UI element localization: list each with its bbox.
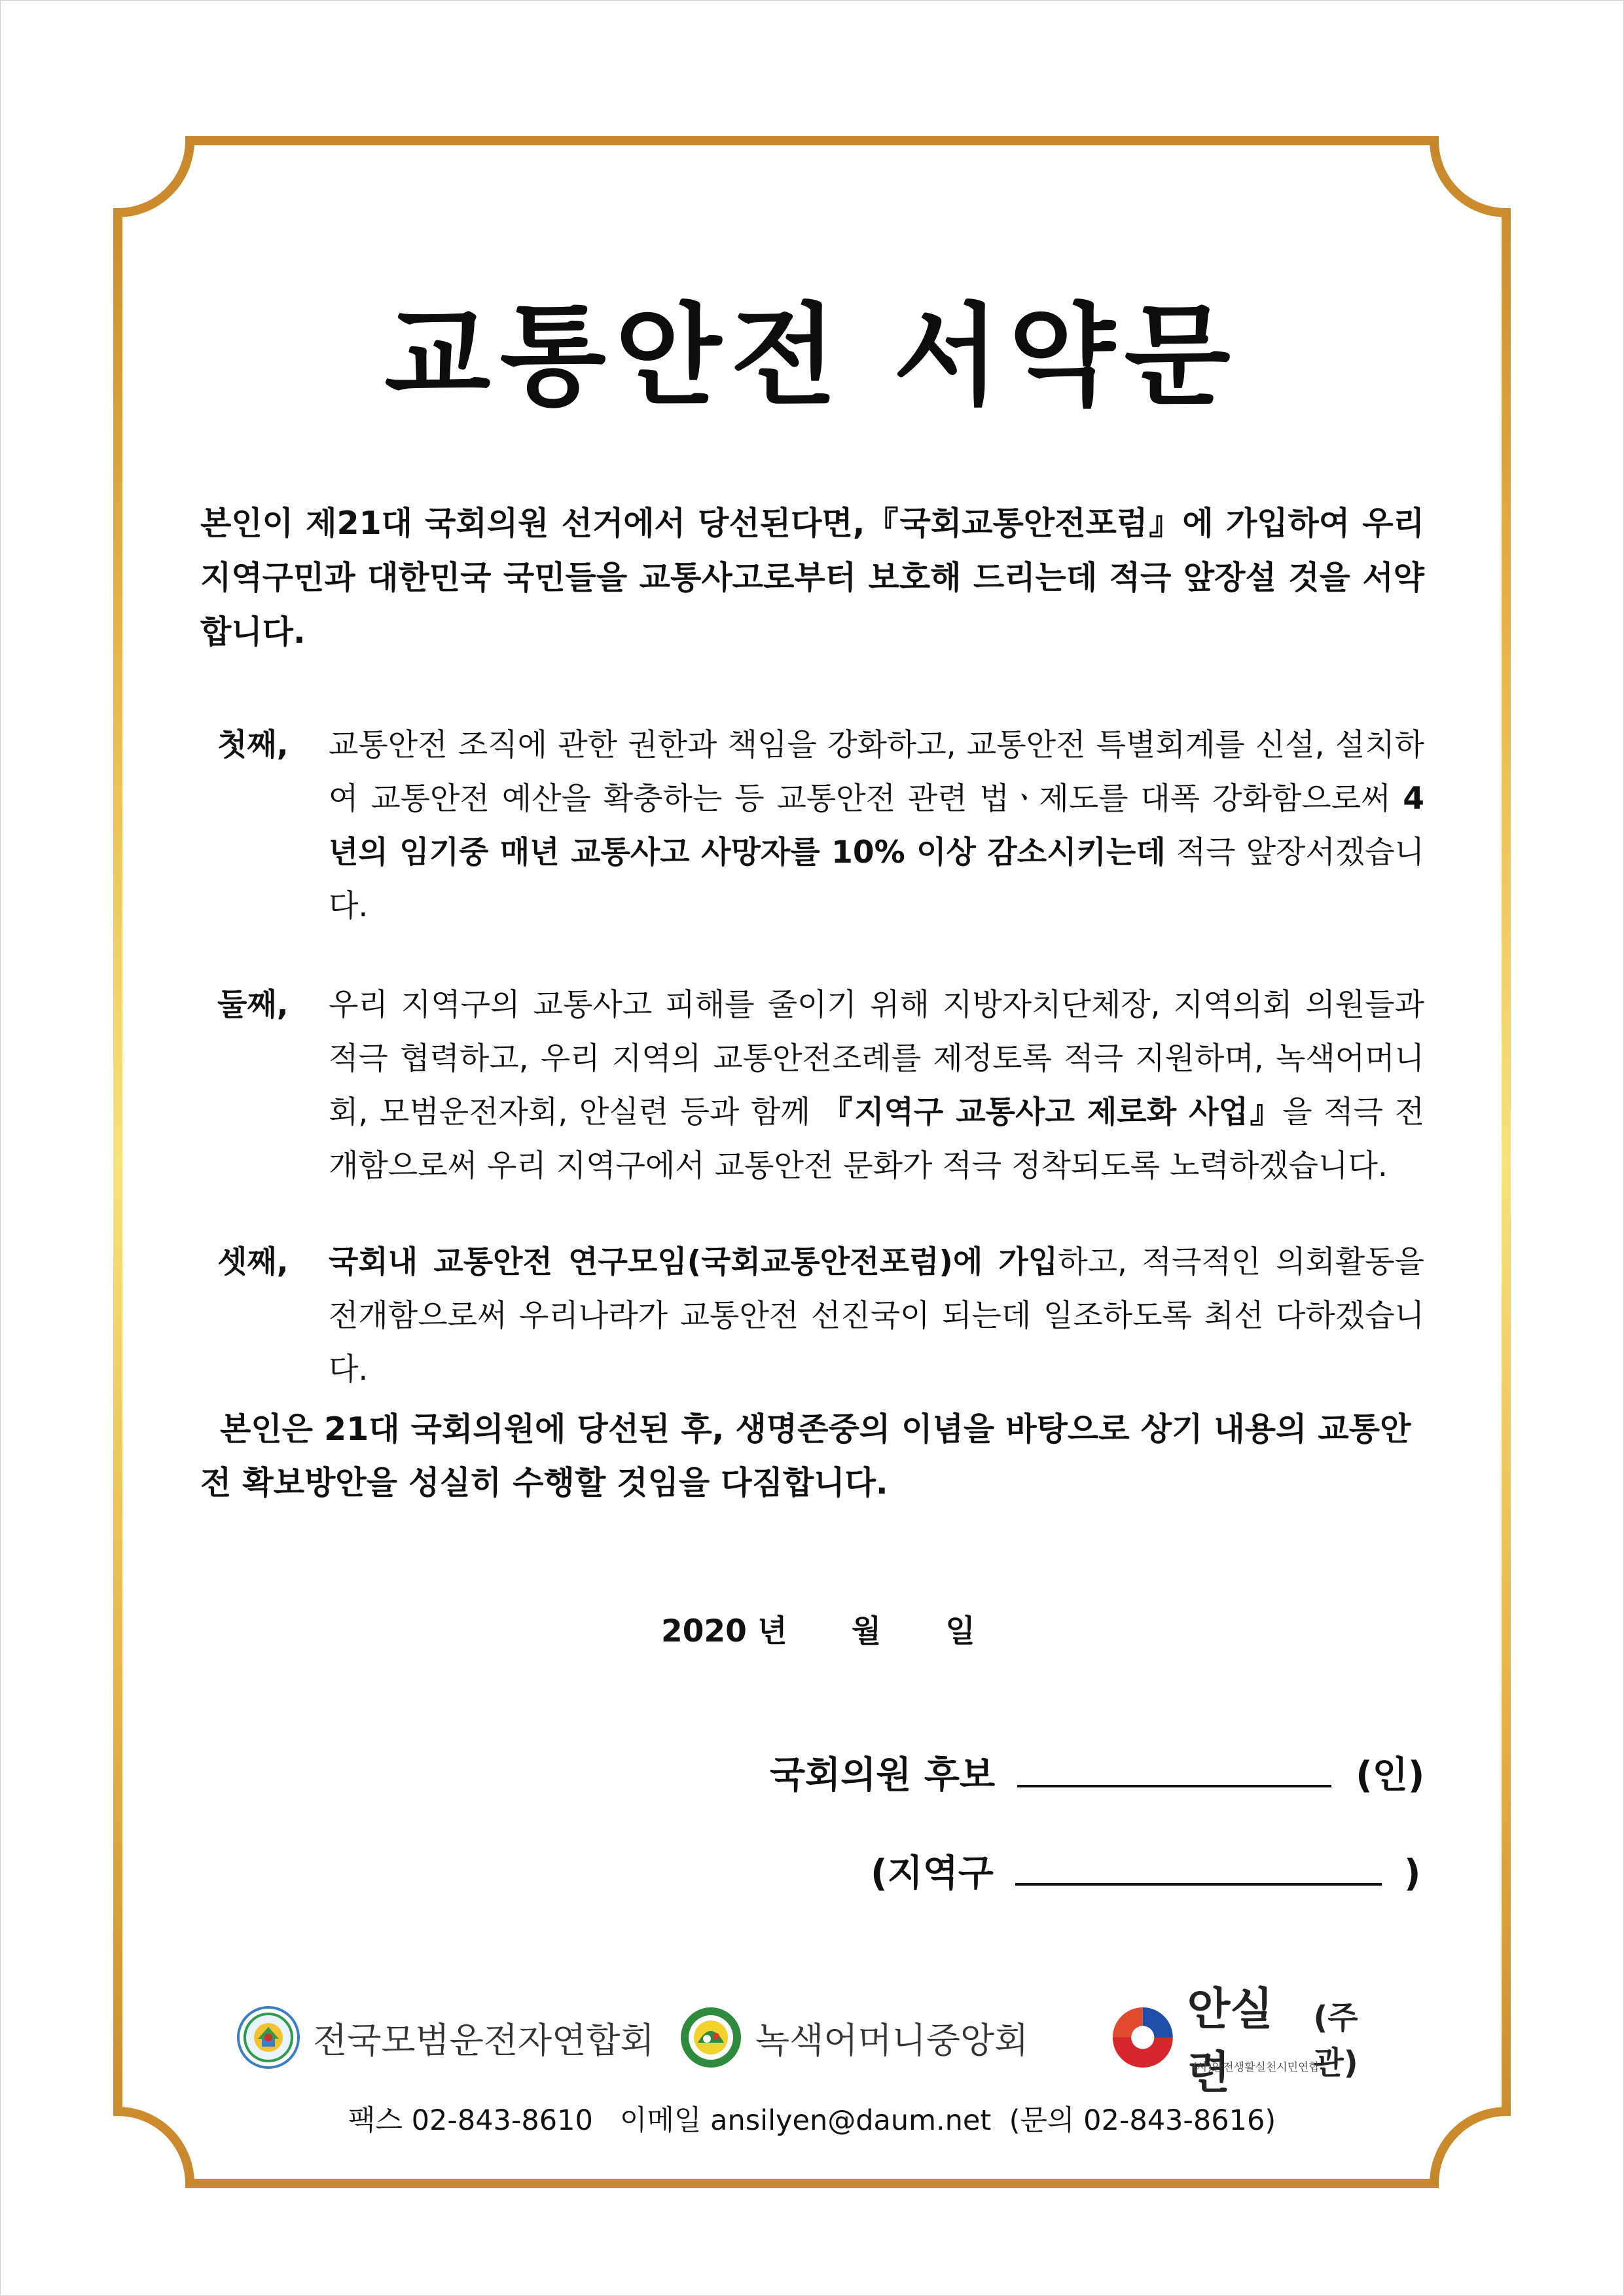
date-month-unit: 월 — [851, 1613, 882, 1649]
pledge-text-regular: 을 적극 전개함으로써 우리 지역구에서 교통안전 문화가 적극 정착되도록 노력하겠습니다. — [329, 1094, 1424, 1184]
pledge-text — [329, 719, 1424, 933]
org-name: 전국모범운전자연합회 — [313, 2019, 655, 2061]
org-name: 안실련 — [1187, 1984, 1273, 2099]
page-title: 교통안전 서약문 — [384, 291, 1240, 420]
date-year: 2020 — [661, 1613, 747, 1649]
organizations-row — [236, 1984, 1401, 2099]
pledge-label: 둘째, — [217, 987, 289, 1023]
candidate-signature-line — [770, 1746, 1424, 1799]
org-role: (주관) — [1313, 2000, 1358, 2081]
pledge-label: 셋째, — [217, 1244, 289, 1280]
pledge-second — [200, 978, 1424, 1193]
district-label: (지역구 — [871, 1852, 994, 1895]
fax-number: 팩스 02-843-8610 — [348, 2104, 593, 2137]
pledge-text-regular: 우리 지역구의 교통사고 피해를 줄이기 위해 지방자치단체장, 지역의회 의원들과 적극 협력하고, 우리 지역의 교통안전조례를 제정토록 적극 지원하며, 녹색어머니회, 모범운전자회, 안실련 등과 함께 — [329, 987, 1424, 1130]
pledge-text — [329, 978, 1424, 1193]
pledge-first — [200, 719, 1424, 933]
date-day-unit: 일 — [945, 1613, 975, 1649]
date-year-unit: 년 — [757, 1613, 787, 1649]
ansilyen-logo-icon — [1108, 2001, 1178, 2073]
candidate-name-blank[interactable] — [1017, 1759, 1331, 1787]
closing-paragraph: 본인은 21대 국회의원에 당선된 후, 생명존중의 이념을 바탕으로 상기 내용의 교통안전 확보방안을 성실히 수행할 것임을 다짐합니다. — [200, 1410, 1411, 1501]
pledge-text-bold: 4년의 임기중 매년 교통사고 사망자를 10% 이상 감소시키는데 — [329, 781, 1424, 870]
model-driver-association-emblem-icon — [236, 2005, 301, 2070]
pledge-text-bold: 국회내 교통안전 연구모임(국회교통안전포럼)에 가입 — [329, 1244, 1058, 1280]
pledge-third — [200, 1236, 1424, 1397]
org-green-mothers — [678, 2001, 1028, 2073]
date-line — [661, 1607, 975, 1651]
email-address[interactable]: 이메일 ansilyen@daum.net — [619, 2104, 992, 2137]
district-close: ) — [1403, 1852, 1421, 1895]
org-ansilyen — [1108, 1984, 1401, 2099]
candidate-label: 국회의원 후보 — [770, 1754, 996, 1797]
green-mothers-emblem-icon — [678, 2005, 744, 2070]
pledge-text-regular: 하고, 적극적인 의회활동을 전개함으로써 우리나라가 교통안전 선진국이 되는데 일조하도록 최선 다하겠습니다. — [329, 1244, 1424, 1388]
intro-paragraph: 본인이 제21대 국회의원 선거에서 당선된다면,『국회교통안전포럼』에 가입하여 우리 지역구민과 대한민국 국민들을 교통사고로부터 보호해 드리는데 적극 앞장설 것을 서약합니다. — [200, 505, 1424, 651]
district-signature-line — [871, 1844, 1420, 1897]
org-tagline: (사)안전생활실천시민연합 — [1193, 2061, 1320, 2074]
pledge-text-bold: 『지역구 교통사고 제로화 사업』 — [821, 1094, 1283, 1130]
org-name: 녹색어머니중앙회 — [755, 2019, 1029, 2061]
seal-label: (인) — [1356, 1754, 1425, 1797]
district-name-blank[interactable] — [1015, 1857, 1382, 1886]
pledge-text — [329, 1236, 1424, 1397]
pledge-text-regular: 교통안전 조직에 관한 권한과 책임을 강화하고, 교통안전 특별회계를 신설, 설치하여 교통안전 예산을 확충하는 등 교통안전 관련 법ㆍ제도를 대폭 강화함으로써 — [329, 727, 1424, 817]
pledge-label: 첫째, — [217, 727, 289, 763]
inquiry-number: (문의 02-843-8616) — [1009, 2104, 1276, 2137]
pledge-text-regular: 적극 앞장서겠습니다. — [329, 834, 1424, 924]
org-model-drivers — [236, 2001, 655, 2073]
contact-line — [0, 2098, 1624, 2138]
